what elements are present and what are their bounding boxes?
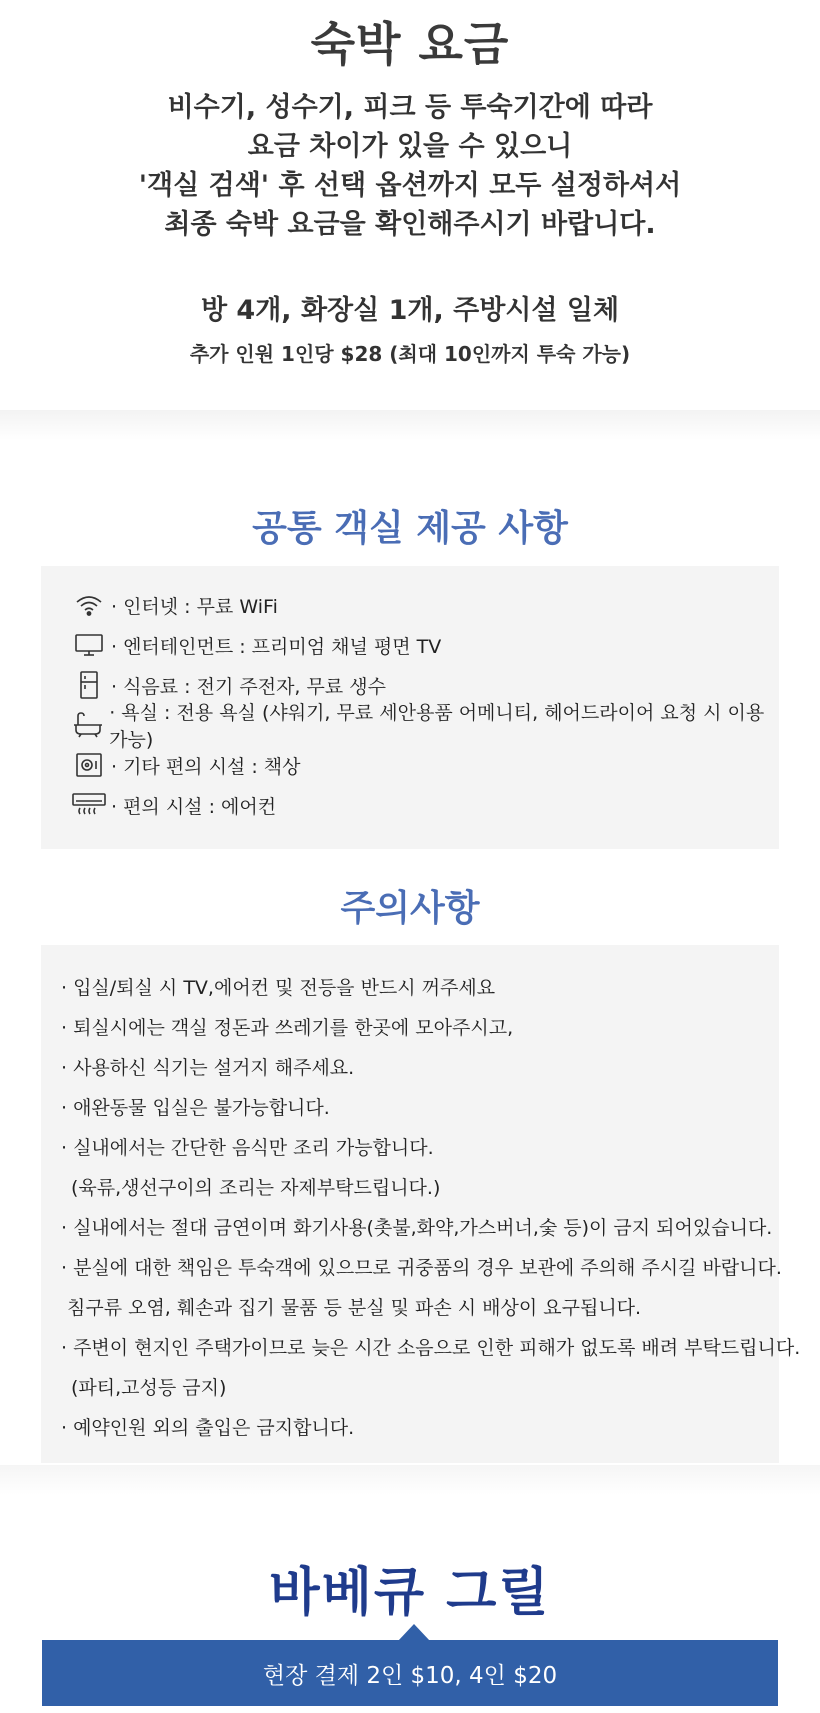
- section-divider: [0, 410, 820, 440]
- rates-section: [0, 0, 820, 420]
- extra-guest-fee: 추가 인원 1인당 $28 (최대 10인까지 투숙 가능): [189, 342, 631, 366]
- amenity-label: · 식음료 : 전기 주전자, 무료 생수: [111, 675, 386, 698]
- amenities-title: 공통 객실 제공 사항: [252, 508, 568, 549]
- amenity-label: · 욕실 : 전용 욕실 (샤워기, 무료 세안용품 어메니티, 헤어드라이어 요청 시 이용 가능): [109, 702, 765, 751]
- notices-title: 주의사항: [340, 888, 480, 929]
- amenities-box: [41, 566, 779, 849]
- amenity-item: [71, 628, 441, 662]
- notice-line: · 주변이 현지인 주택가이므로 늦은 시간 소음으로 인한 피해가 없도록 배려 부탁드립니다.: [61, 1337, 801, 1359]
- notice-line: · 실내에서는 간단한 음식만 조리 가능합니다.: [61, 1137, 434, 1159]
- notice-line: · 입실/퇴실 시 TV,에어컨 및 전등을 반드시 꺼주세요: [61, 977, 496, 999]
- bbq-pointer: [398, 1624, 430, 1641]
- notice-line: 침구류 오염, 훼손과 집기 물품 등 분실 및 파손 시 배상이 요구됩니다.: [67, 1297, 642, 1319]
- bathtub-icon: [71, 709, 105, 741]
- notice-line: · 퇴실시에는 객실 정돈과 쓰레기를 한곳에 모아주시고,: [61, 1017, 514, 1039]
- intro-line: 비수기, 성수기, 피크 등 투숙기간에 따라: [167, 92, 653, 123]
- amenity-item: [71, 668, 386, 702]
- rates-intro: [0, 88, 820, 244]
- bbq-price-bar: [42, 1640, 778, 1706]
- notice-line: (파티,고성등 금지): [71, 1377, 227, 1399]
- amenity-label: · 기타 편의 시설 : 책상: [111, 755, 301, 778]
- intro-line: 요금 차이가 있을 수 있으니: [247, 131, 573, 162]
- notice-line: · 실내에서는 절대 금연이며 화기사용(촛불,화약,가스버너,숯 등)이 금지 되어있습니다.: [61, 1217, 773, 1239]
- section-divider: [0, 1465, 820, 1495]
- safe-icon: [71, 749, 107, 781]
- intro-line: 최종 숙박 요금을 확인해주시기 바랍니다.: [164, 209, 656, 240]
- amenity-label: · 인터넷 : 무료 WiFi: [111, 595, 278, 618]
- air-conditioner-icon: [71, 789, 107, 821]
- intro-line: '객실 검색' 후 선택 옵션까지 모두 설정하셔서: [138, 170, 682, 201]
- rooms-summary: 방 4개, 화장실 1개, 주방시설 일체: [200, 295, 620, 326]
- notice-line: · 애완동물 입실은 불가능합니다.: [61, 1097, 330, 1119]
- amenity-item: [71, 702, 779, 751]
- notice-line: (육류,생선구이의 조리는 자제부탁드립니다.): [71, 1177, 441, 1199]
- amenity-label: · 편의 시설 : 에어컨: [111, 795, 277, 818]
- notice-line: · 사용하신 식기는 설거지 해주세요.: [61, 1057, 355, 1079]
- wifi-icon: [71, 589, 107, 621]
- amenity-item: [71, 588, 278, 622]
- refrigerator-icon: [71, 669, 107, 701]
- amenity-item: [71, 748, 300, 782]
- notices-box: [41, 945, 801, 1463]
- notice-line: · 분실에 대한 책임은 투숙객에 있으므로 귀중품의 경우 보관에 주의해 주시길 바랍니다.: [61, 1257, 782, 1279]
- bbq-price: 현장 결제 2인 $10, 4인 $20: [262, 1662, 558, 1689]
- bbq-title: 바베큐 그릴: [269, 1563, 551, 1623]
- tv-icon: [71, 629, 107, 661]
- amenity-label: · 엔터테인먼트 : 프리미엄 채널 평면 TV: [111, 635, 442, 658]
- amenity-item: [71, 788, 276, 822]
- rates-title: 숙박 요금: [310, 17, 510, 71]
- notice-line: · 예약인원 외의 출입은 금지합니다.: [61, 1417, 355, 1439]
